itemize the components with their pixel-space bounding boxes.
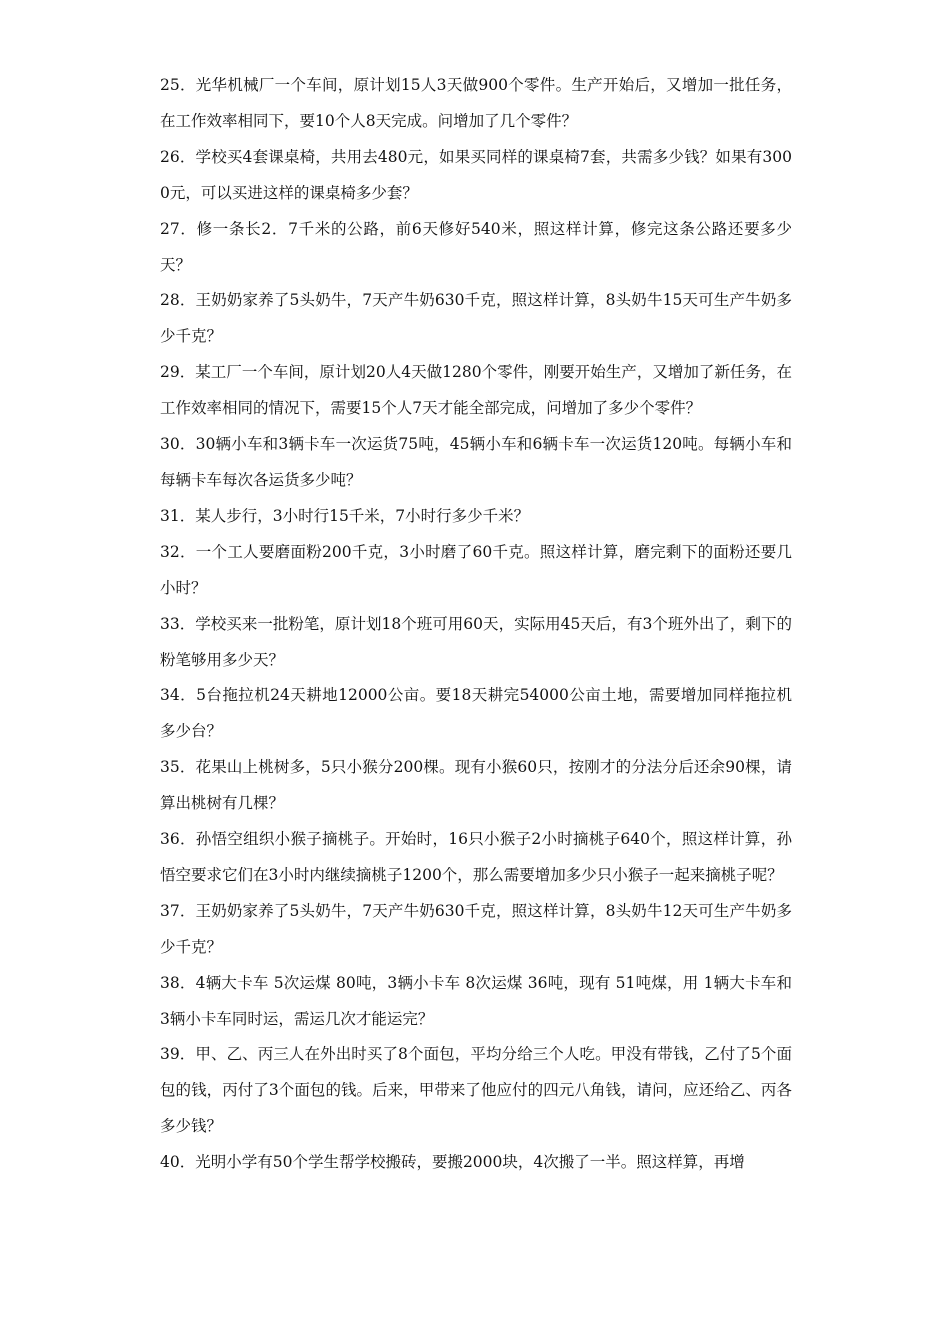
problem-33: 33．学校买来一批粉笔，原计划18个班可用60天，实际用45天后，有3个班外出了，剩下的粉笔够用多少天？	[160, 614, 792, 669]
problem-34: 34．5台拖拉机24天耕地12000公亩。要18天耕完54000公亩土地，需要增加同样拖拉机多少台？	[160, 686, 792, 741]
problem-35: 35．花果山上桃树多，5只小猴分200棵。现有小猴60只，按刚才的分法分后还余90棵，请算出桃树有几棵？	[160, 758, 792, 813]
problem-38: 38．4辆大卡车 5次运煤 80吨，3辆小卡车 8次运煤 36吨，现有 51吨煤，用 1辆大卡车和 3辆小卡车同时运，需运几次才能运完？	[160, 973, 792, 1028]
problem-30: 30．30辆小车和3辆卡车一次运货75吨，45辆小车和6辆卡车一次运货120吨。每辆小车和每辆卡车每次各运货多少吨？	[160, 435, 792, 489]
problem-37: 37．王奶奶家养了5头奶牛，7天产牛奶630千克，照这样计算，8头奶牛12天可生产牛奶多少千克？	[160, 901, 792, 956]
problem-32: 32．一个工人要磨面粉200千克，3小时磨了60千克。照这样计算，磨完剩下的面粉还要几小时？	[160, 542, 792, 597]
problem-25: 25．光华机械厂一个车间，原计划15人3天做900个零件。生产开始后，又增加一批任务，在工作效率相同下，要10个人8天完成。问增加了几个零件？	[160, 76, 792, 130]
problem-27: 27．修一条长2．7千米的公路，前6天修好540米，照这样计算，修完这条公路还要多少天？	[160, 219, 792, 274]
problem-list	[160, 68, 792, 1181]
problem-26: 26．学校买4套课桌椅，共用去480元，如果买同样的课桌椅7套，共需多少钱？如果有3000元，可以买进这样的课桌椅多少套？	[160, 147, 792, 202]
problem-28: 28．王奶奶家养了5头奶牛，7天产牛奶630千克，照这样计算，8头奶牛15天可生产牛奶多少千克？	[160, 291, 792, 346]
problem-40: 40．光明小学有50个学生帮学校搬砖，要搬2000块，4次搬了一半。照这样算，再增	[160, 1153, 745, 1172]
problem-29: 29．某工厂一个车间，原计划20人4天做1280个零件，刚要开始生产，又增加了新任务，在工作效率相同的情况下，需要15个人7天才能全部完成，问增加了多少个零件？	[160, 363, 792, 418]
problem-36: 36．孙悟空组织小猴子摘桃子。开始时，16只小猴子2小时摘桃子640个，照这样计算，孙悟空要求它们在3小时内继续摘桃子1200个，那么需要增加多少只小猴子一起来摘桃子呢？	[160, 830, 792, 884]
problem-31: 31．某人步行，3小时行15千米，7小时行多少千米？	[160, 506, 530, 525]
problem-39: 39．甲、乙、丙三人在外出时买了8个面包，平均分给三个人吃。甲没有带钱，乙付了5个面包的钱，丙付了3个面包的钱。后来，甲带来了他应付的四元八角钱，请问，应还给乙、丙各多少钱？	[160, 1045, 792, 1136]
